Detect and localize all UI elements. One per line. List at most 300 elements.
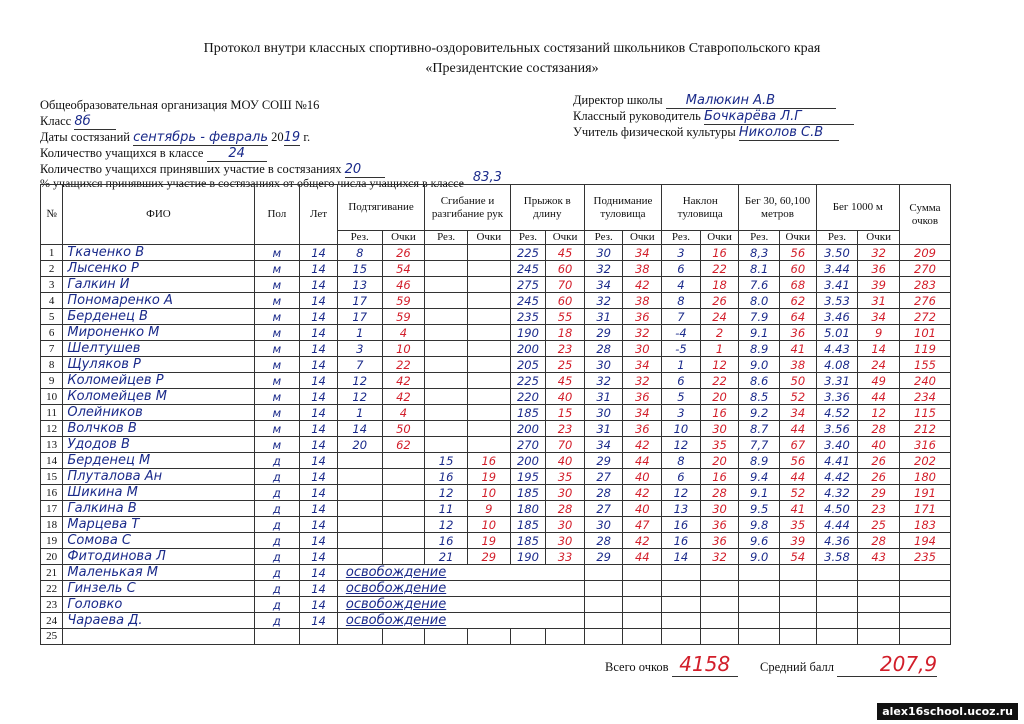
run1000-points: 29 xyxy=(858,485,900,501)
student-sex: д xyxy=(254,469,300,485)
empty-cell xyxy=(858,613,900,629)
empty-cell xyxy=(623,565,662,581)
pushups-result xyxy=(425,421,468,437)
table-row xyxy=(41,325,951,341)
situps-points: 38 xyxy=(623,261,662,277)
pullups-points xyxy=(382,485,425,501)
empty-cell xyxy=(700,597,739,613)
bend-result: 7 xyxy=(662,309,701,325)
student-age: 14 xyxy=(300,405,338,421)
student-age: 14 xyxy=(300,517,338,533)
pullups-points xyxy=(382,501,425,517)
pushups-points: 10 xyxy=(467,485,510,501)
student-name: Берденец М xyxy=(63,453,254,469)
table-row xyxy=(41,437,951,453)
situps-result: 28 xyxy=(584,341,623,357)
pullups-result xyxy=(337,549,382,565)
student-name: Марцева Т xyxy=(63,517,254,533)
student-age: 14 xyxy=(300,373,338,389)
exemption-note: освобождение xyxy=(337,613,584,629)
pullups-points: 22 xyxy=(382,357,425,373)
header-situps: Поднимание туловища xyxy=(584,185,661,231)
bend-points: 28 xyxy=(700,485,739,501)
pushups-points xyxy=(467,309,510,325)
student-sex: м xyxy=(254,245,300,261)
run1000-points: 49 xyxy=(858,373,900,389)
pullups-result: 17 xyxy=(337,309,382,325)
year-prefix: 20 xyxy=(271,130,284,144)
bend-points: 2 xyxy=(700,325,739,341)
bend-points: 30 xyxy=(700,421,739,437)
jump-result: 190 xyxy=(510,549,546,565)
student-name: Мироненко М xyxy=(63,325,254,341)
pushups-points xyxy=(467,629,510,645)
pushups-result xyxy=(425,405,468,421)
empty-cell xyxy=(584,565,623,581)
pullups-points: 42 xyxy=(382,389,425,405)
bend-result: 4 xyxy=(662,277,701,293)
total-points: 272 xyxy=(899,309,950,325)
pushups-points xyxy=(467,341,510,357)
bend-result: 1 xyxy=(662,357,701,373)
row-number: 6 xyxy=(41,325,63,341)
situps-result: 27 xyxy=(584,501,623,517)
teacher-value: Бочкарёва Л.Г xyxy=(704,109,854,125)
pushups-result: 15 xyxy=(425,453,468,469)
student-age: 14 xyxy=(300,469,338,485)
student-sex: д xyxy=(254,549,300,565)
run30-result: 9.6 xyxy=(739,533,780,549)
situps-result: 32 xyxy=(584,293,623,309)
student-name: Сомова С xyxy=(63,533,254,549)
table-row xyxy=(41,581,951,597)
total-points: 180 xyxy=(899,469,950,485)
student-name: Коломейцев Р xyxy=(63,373,254,389)
row-number: 9 xyxy=(41,373,63,389)
pullups-result xyxy=(337,629,382,645)
empty-cell xyxy=(584,581,623,597)
pullups-result: 13 xyxy=(337,277,382,293)
row-number: 24 xyxy=(41,613,63,629)
student-name: Удодов В xyxy=(63,437,254,453)
student-name: Волчков В xyxy=(63,421,254,437)
situps-points: 34 xyxy=(623,405,662,421)
run1000-points: 25 xyxy=(858,517,900,533)
subheader-pts: Очки xyxy=(700,231,739,245)
run30-points: 62 xyxy=(780,293,817,309)
bend-points: 30 xyxy=(700,501,739,517)
empty-cell xyxy=(816,597,858,613)
jump-result: 200 xyxy=(510,421,546,437)
run1000-points: 9 xyxy=(858,325,900,341)
pushups-points: 9 xyxy=(467,501,510,517)
total-points xyxy=(899,581,950,597)
run30-points: 34 xyxy=(780,405,817,421)
run30-points: 44 xyxy=(780,421,817,437)
situps-result: 30 xyxy=(584,357,623,373)
empty-cell xyxy=(662,597,701,613)
student-sex: д xyxy=(254,485,300,501)
student-age: 14 xyxy=(300,261,338,277)
empty-cell xyxy=(739,565,780,581)
bend-result: 5 xyxy=(662,389,701,405)
table-row xyxy=(41,357,951,373)
row-number: 7 xyxy=(41,341,63,357)
run1000-result: 4.41 xyxy=(816,453,858,469)
student-age: 14 xyxy=(300,389,338,405)
empty-cell xyxy=(780,581,817,597)
run1000-result: 4.42 xyxy=(816,469,858,485)
bend-result: 3 xyxy=(662,405,701,421)
total-points: 276 xyxy=(899,293,950,309)
bend-points: 16 xyxy=(700,245,739,261)
student-age: 14 xyxy=(300,533,338,549)
jump-result: 225 xyxy=(510,373,546,389)
class-line xyxy=(40,114,116,130)
pullups-result: 3 xyxy=(337,341,382,357)
row-number: 10 xyxy=(41,389,63,405)
pushups-result: 16 xyxy=(425,533,468,549)
situps-points: 32 xyxy=(623,373,662,389)
situps-result: 29 xyxy=(584,453,623,469)
jump-points: 60 xyxy=(546,293,585,309)
percent-label: % учащихся принявших участие в состязаниях от общего числа учащихся в классе xyxy=(40,176,464,190)
table-row xyxy=(41,245,951,261)
row-number: 13 xyxy=(41,437,63,453)
run1000-result: 5.01 xyxy=(816,325,858,341)
total-points: 115 xyxy=(899,405,950,421)
student-sex: д xyxy=(254,501,300,517)
situps-points: 42 xyxy=(623,277,662,293)
pe-teacher-line xyxy=(573,125,839,141)
student-age: 14 xyxy=(300,565,338,581)
run30-points: 67 xyxy=(780,437,817,453)
pushups-points: 16 xyxy=(467,453,510,469)
situps-result: 31 xyxy=(584,421,623,437)
bend-result xyxy=(662,629,701,645)
total-points: 235 xyxy=(899,549,950,565)
row-number: 21 xyxy=(41,565,63,581)
pushups-result xyxy=(425,245,468,261)
header-run1000: Бег 1000 м xyxy=(816,185,899,231)
row-number: 1 xyxy=(41,245,63,261)
pushups-result xyxy=(425,325,468,341)
empty-cell xyxy=(780,565,817,581)
header-bend: Наклон туловища xyxy=(662,185,739,231)
run1000-points xyxy=(858,629,900,645)
jump-points: 23 xyxy=(546,341,585,357)
run30-result: 8.1 xyxy=(739,261,780,277)
jump-points: 30 xyxy=(546,517,585,533)
total-points: 212 xyxy=(899,421,950,437)
pushups-points: 29 xyxy=(467,549,510,565)
pullups-points: 59 xyxy=(382,293,425,309)
student-name: Олейников xyxy=(63,405,254,421)
director-value: Малюкин А.В xyxy=(666,93,836,109)
jump-points: 45 xyxy=(546,245,585,261)
student-sex: м xyxy=(254,437,300,453)
pullups-points: 54 xyxy=(382,261,425,277)
pushups-points xyxy=(467,325,510,341)
row-number: 4 xyxy=(41,293,63,309)
situps-result: 31 xyxy=(584,389,623,405)
subheader-pts: Очки xyxy=(382,231,425,245)
student-age: 14 xyxy=(300,501,338,517)
subheader-pts: Очки xyxy=(858,231,900,245)
situps-points: 30 xyxy=(623,341,662,357)
row-number: 25 xyxy=(41,629,63,645)
student-name: Берденец В xyxy=(63,309,254,325)
run1000-result: 4.43 xyxy=(816,341,858,357)
bend-result: 13 xyxy=(662,501,701,517)
student-age: 14 xyxy=(300,325,338,341)
header-pushups: Сгибание и разгибание рук xyxy=(425,185,510,231)
student-name: Плуталова Ан xyxy=(63,469,254,485)
pushups-points xyxy=(467,389,510,405)
student-age: 14 xyxy=(300,245,338,261)
situps-result: 30 xyxy=(584,405,623,421)
total-points: 270 xyxy=(899,261,950,277)
bend-points: 36 xyxy=(700,517,739,533)
protocol-subtitle: «Президентские состязания» xyxy=(425,61,599,76)
bend-result: 16 xyxy=(662,517,701,533)
pushups-result xyxy=(425,261,468,277)
run30-points: 52 xyxy=(780,485,817,501)
situps-points: 47 xyxy=(623,517,662,533)
situps-points: 42 xyxy=(623,437,662,453)
table-row xyxy=(41,469,951,485)
percent-value: 83,3 xyxy=(472,170,502,185)
pullups-result: 1 xyxy=(337,325,382,341)
pushups-points: 19 xyxy=(467,469,510,485)
dates-line xyxy=(40,130,310,145)
run1000-points: 40 xyxy=(858,437,900,453)
student-sex: д xyxy=(254,613,300,629)
jump-points: 70 xyxy=(546,277,585,293)
class-value: 8б xyxy=(74,114,116,130)
situps-result: 28 xyxy=(584,485,623,501)
participated-value: 20 xyxy=(345,162,385,178)
total-points: 202 xyxy=(899,453,950,469)
student-name: Лысенко Р xyxy=(63,261,254,277)
org-value: МОУ СОШ №16 xyxy=(230,98,320,112)
pullups-points: 26 xyxy=(382,245,425,261)
jump-result: 195 xyxy=(510,469,546,485)
student-age: 14 xyxy=(300,453,338,469)
student-sex: м xyxy=(254,309,300,325)
run30-result: 9.8 xyxy=(739,517,780,533)
pullups-points: 59 xyxy=(382,309,425,325)
student-name: Шелтушев xyxy=(63,341,254,357)
situps-result: 31 xyxy=(584,309,623,325)
average-label: Средний балл xyxy=(760,660,835,674)
table-row xyxy=(41,261,951,277)
total-points: 155 xyxy=(899,357,950,373)
pullups-result: 12 xyxy=(337,373,382,389)
subheader-pts: Очки xyxy=(546,231,585,245)
run30-points: 56 xyxy=(780,453,817,469)
run1000-result: 3.56 xyxy=(816,421,858,437)
jump-points: 30 xyxy=(546,485,585,501)
run30-result: 9.4 xyxy=(739,469,780,485)
empty-cell xyxy=(623,597,662,613)
row-number: 16 xyxy=(41,485,63,501)
row-number: 14 xyxy=(41,453,63,469)
director-line xyxy=(573,93,836,109)
run1000-result: 3.58 xyxy=(816,549,858,565)
row-number: 18 xyxy=(41,517,63,533)
pushups-result xyxy=(425,389,468,405)
row-number: 8 xyxy=(41,357,63,373)
student-sex: м xyxy=(254,293,300,309)
subheader-res: Рез. xyxy=(662,231,701,245)
student-name: Маленькая М xyxy=(63,565,254,581)
pushups-points: 19 xyxy=(467,533,510,549)
student-name: Галкина В xyxy=(63,501,254,517)
student-age: 14 xyxy=(300,421,338,437)
table-row xyxy=(41,565,951,581)
pushups-points xyxy=(467,421,510,437)
run1000-result: 4.44 xyxy=(816,517,858,533)
jump-result: 245 xyxy=(510,293,546,309)
pushups-result xyxy=(425,293,468,309)
count-value: 24 xyxy=(207,146,267,162)
table-row xyxy=(41,373,951,389)
student-age: 14 xyxy=(300,485,338,501)
jump-points: 15 xyxy=(546,405,585,421)
bend-points: 20 xyxy=(700,389,739,405)
jump-result: 225 xyxy=(510,245,546,261)
total-points xyxy=(899,613,950,629)
situps-result: 30 xyxy=(584,517,623,533)
jump-points: 70 xyxy=(546,437,585,453)
total-points: 194 xyxy=(899,533,950,549)
run1000-result: 4.32 xyxy=(816,485,858,501)
bend-result: 16 xyxy=(662,533,701,549)
director-label: Директор школы xyxy=(573,93,663,107)
student-sex: д xyxy=(254,533,300,549)
run30-points: 41 xyxy=(780,341,817,357)
pushups-result: 16 xyxy=(425,469,468,485)
run1000-points: 28 xyxy=(858,533,900,549)
header-jump: Прыжок в длину xyxy=(510,185,584,231)
empty-cell xyxy=(584,613,623,629)
situps-points: 38 xyxy=(623,293,662,309)
run1000-points: 39 xyxy=(858,277,900,293)
run30-result: 7.9 xyxy=(739,309,780,325)
pullups-points xyxy=(382,453,425,469)
student-name: Пономаренко А xyxy=(63,293,254,309)
jump-points: 23 xyxy=(546,421,585,437)
run1000-points: 43 xyxy=(858,549,900,565)
bend-points: 16 xyxy=(700,405,739,421)
pushups-result xyxy=(425,277,468,293)
jump-points: 28 xyxy=(546,501,585,517)
run30-result: 8.7 xyxy=(739,421,780,437)
run30-result: 9.0 xyxy=(739,549,780,565)
header-pullups: Подтягивание xyxy=(337,185,424,231)
header-fio: ФИО xyxy=(63,185,254,245)
student-age: 14 xyxy=(300,357,338,373)
row-number: 15 xyxy=(41,469,63,485)
pullups-result: 17 xyxy=(337,293,382,309)
pullups-points: 46 xyxy=(382,277,425,293)
pullups-points: 62 xyxy=(382,437,425,453)
student-name: Фитодинова Л xyxy=(63,549,254,565)
bend-points: 32 xyxy=(700,549,739,565)
year-value: 19 xyxy=(283,130,301,145)
run30-points: 52 xyxy=(780,389,817,405)
run30-points: 56 xyxy=(780,245,817,261)
pushups-points xyxy=(467,261,510,277)
table-row xyxy=(41,485,951,501)
student-age: 14 xyxy=(300,549,338,565)
protocol-title: Протокол внутри классных спортивно-оздоровительных состязаний школьников Ставропольского края xyxy=(203,41,821,56)
student-age: 14 xyxy=(300,581,338,597)
average-line xyxy=(760,652,937,677)
subheader-res: Рез. xyxy=(425,231,468,245)
bend-result: 6 xyxy=(662,261,701,277)
run30-points: 54 xyxy=(780,549,817,565)
pullups-points xyxy=(382,469,425,485)
run1000-result: 4.36 xyxy=(816,533,858,549)
student-name: Гинзель С xyxy=(63,581,254,597)
student-sex: д xyxy=(254,565,300,581)
bend-points: 22 xyxy=(700,373,739,389)
average-value: 207,9 xyxy=(837,652,937,677)
run1000-result: 4.08 xyxy=(816,357,858,373)
table-row xyxy=(41,453,951,469)
pullups-points xyxy=(382,533,425,549)
table-row xyxy=(41,501,951,517)
row-number: 22 xyxy=(41,581,63,597)
total-line xyxy=(605,652,738,677)
jump-points: 45 xyxy=(546,373,585,389)
situps-points: 42 xyxy=(623,485,662,501)
results-table xyxy=(40,184,951,645)
subheader-pts: Очки xyxy=(623,231,662,245)
jump-points xyxy=(546,629,585,645)
jump-result: 185 xyxy=(510,485,546,501)
situps-points: 36 xyxy=(623,309,662,325)
pullups-result: 8 xyxy=(337,245,382,261)
bend-points: 20 xyxy=(700,453,739,469)
student-name: Щуляков Р xyxy=(63,357,254,373)
subheader-res: Рез. xyxy=(510,231,546,245)
subheader-pts: Очки xyxy=(780,231,817,245)
student-age: 14 xyxy=(300,277,338,293)
empty-cell xyxy=(780,597,817,613)
bend-points: 18 xyxy=(700,277,739,293)
pushups-points xyxy=(467,245,510,261)
run1000-result: 3.31 xyxy=(816,373,858,389)
situps-points: 44 xyxy=(623,549,662,565)
bend-result: -4 xyxy=(662,325,701,341)
student-sex: м xyxy=(254,341,300,357)
jump-result: 275 xyxy=(510,277,546,293)
pe-teacher-label: Учитель физической культуры xyxy=(573,125,736,139)
bend-points xyxy=(700,629,739,645)
row-number: 2 xyxy=(41,261,63,277)
site-watermark: alex16school.ucoz.ru xyxy=(877,703,1018,720)
pushups-points xyxy=(467,405,510,421)
situps-result: 30 xyxy=(584,245,623,261)
student-name: Ткаченко В xyxy=(63,245,254,261)
jump-points: 35 xyxy=(546,469,585,485)
situps-points: 36 xyxy=(623,421,662,437)
total-points xyxy=(899,629,950,645)
run30-result: 7,7 xyxy=(739,437,780,453)
